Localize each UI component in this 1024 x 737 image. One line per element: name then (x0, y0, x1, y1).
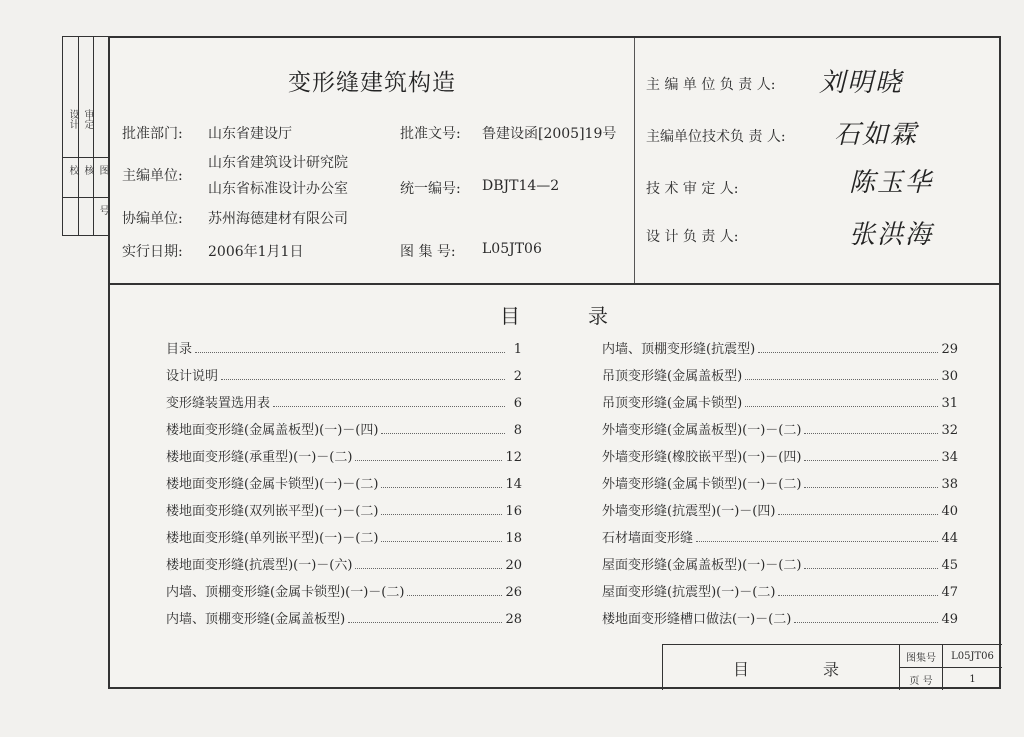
toc-item[interactable]: 楼地面变形缝槽口做法(一)－(二) 49 (602, 612, 958, 627)
title-block-name (663, 645, 899, 690)
responsible-role: 技 术 审 定 人: (646, 181, 739, 197)
strip-cell: 审定 (82, 109, 93, 129)
signature: 石如霖 (834, 120, 919, 150)
title-block-name-left: 目 (733, 660, 750, 679)
toc-item[interactable]: 楼地面变形缝(双列嵌平型)(一)－(二) 16 (166, 504, 522, 519)
toc-item[interactable]: 内墙、顶棚变形缝(金属盖板型) 28 (166, 612, 522, 627)
toc-item[interactable]: 吊顶变形缝(金属卡锁型) 31 (602, 396, 958, 411)
toc-item[interactable]: 楼地面变形缝(金属卡锁型)(一)－(二) 14 (166, 477, 522, 492)
strip-cell: 核 (82, 165, 93, 175)
unified-no-label: 统一编号: (400, 181, 461, 197)
atlas-no-label: 图 集 号: (400, 244, 456, 260)
page-title: 变形缝建筑构造 (288, 70, 456, 96)
toc-item[interactable]: 外墙变形缝(橡胶嵌平型)(一)－(四) 34 (602, 450, 958, 465)
toc-item[interactable]: 内墙、顶棚变形缝(金属卡锁型)(一)－(二) 26 (166, 585, 522, 600)
toc-item[interactable]: 屋面变形缝(抗震型)(一)－(二) 47 (602, 585, 958, 600)
title-block (662, 644, 1002, 690)
page-no-cell-label: 页 号 (900, 668, 943, 690)
toc-item[interactable]: 外墙变形缝(抗震型)(一)－(四) 40 (602, 504, 958, 519)
effective-date-label: 实行日期: (122, 244, 183, 260)
editor-unit-label: 主编单位: (122, 168, 183, 184)
editor-unit-value-1: 山东省建筑设计研究院 (208, 155, 348, 171)
toc-title-left: 目 (500, 304, 520, 328)
strip-cell: 图 (97, 165, 108, 175)
responsible-role: 主 编 单 位 负 责 人: (646, 77, 776, 93)
toc-item[interactable]: 楼地面变形缝(单列嵌平型)(一)－(二) 18 (166, 531, 522, 546)
header-block (110, 38, 999, 285)
toc-item[interactable]: 内墙、顶棚变形缝(抗震型) 29 (602, 342, 958, 357)
toc-item[interactable]: 外墙变形缝(金属盖板型)(一)－(二) 32 (602, 423, 958, 438)
title-block-info (899, 645, 1002, 690)
toc-item[interactable]: 楼地面变形缝(金属盖板型)(一)－(四) 8 (166, 423, 522, 438)
strip-cell: 校 (67, 165, 78, 175)
approve-dept-value: 山东省建设厅 (208, 126, 292, 142)
effective-date-value: 2006年1月1日 (208, 244, 304, 260)
unified-no-value: DBJT14—2 (482, 178, 560, 194)
strip-cell: 设计 (67, 109, 78, 129)
approve-dept-label: 批准部门: (122, 126, 183, 142)
signature: 刘明晓 (819, 68, 904, 98)
signature: 陈玉华 (849, 168, 934, 198)
drawing-sheet (108, 36, 1001, 689)
atlas-no-cell-value: L05JT06 (951, 650, 994, 662)
responsibles-block (634, 38, 999, 283)
toc-item[interactable]: 设计说明 2 (166, 369, 522, 384)
title-block-name-right: 录 (823, 660, 840, 679)
toc-item[interactable]: 目录 1 (166, 342, 522, 357)
atlas-no-value: L05JT06 (482, 241, 542, 257)
toc-item[interactable]: 楼地面变形缝(承重型)(一)－(二) 12 (166, 450, 522, 465)
atlas-no-cell-label: 图集号 (900, 645, 943, 667)
toc-item[interactable]: 石材墙面变形缝 44 (602, 531, 958, 546)
toc-item[interactable]: 屋面变形缝(金属盖板型)(一)－(二) 45 (602, 558, 958, 573)
responsible-role: 主编单位技术负 责 人: (646, 129, 786, 145)
side-binding-strip (62, 36, 108, 236)
signature: 张洪海 (849, 220, 934, 250)
toc-item[interactable]: 楼地面变形缝(抗震型)(一)－(六) 20 (166, 558, 522, 573)
toc-item[interactable]: 变形缝装置选用表 6 (166, 396, 522, 411)
header-left (110, 38, 635, 283)
co-editor-value: 苏州海德建材有限公司 (208, 211, 348, 227)
approve-doc-label: 批准文号: (400, 126, 461, 142)
editor-unit-value-2: 山东省标准设计办公室 (208, 181, 348, 197)
responsible-role: 设 计 负 责 人: (646, 229, 739, 245)
toc-item[interactable]: 吊顶变形缝(金属盖板型) 30 (602, 369, 958, 384)
co-editor-label: 协编单位: (122, 211, 183, 227)
strip-cell: 号 (97, 205, 108, 215)
page-no-cell-value: 1 (969, 673, 976, 685)
toc-item[interactable]: 外墙变形缝(金属卡锁型)(一)－(二) 38 (602, 477, 958, 492)
approve-doc-value: 鲁建设函[2005]19号 (482, 126, 617, 142)
toc-title-right: 录 (588, 304, 608, 328)
